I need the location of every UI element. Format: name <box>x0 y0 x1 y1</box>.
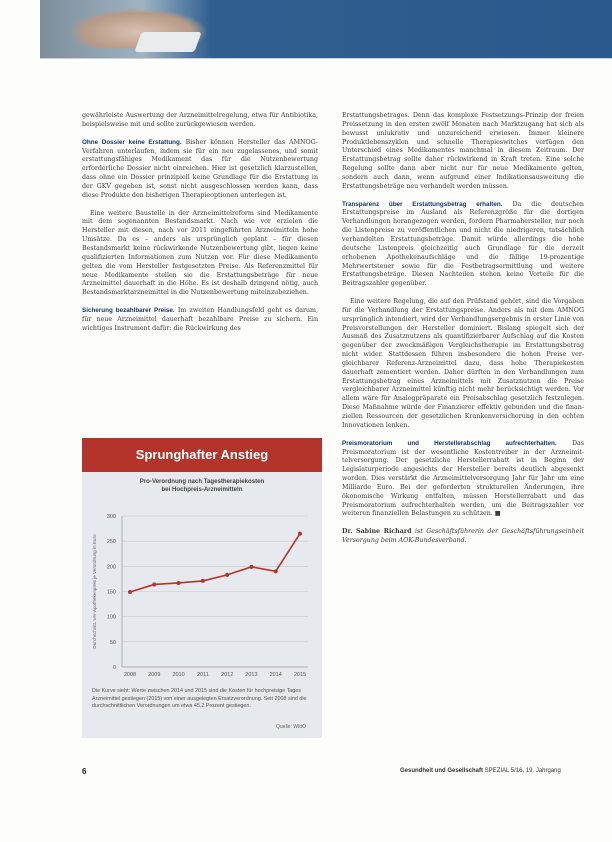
body-paragraph: Eine weitere Regelung, die auf den Prüfstand gehört, sind die Vorgaben für die Verhandlung der Erstattungspreise. Anders als mit dem AMNOG ursprünglich intendiert, wird der Verhandlungsergebnis in erster Linie von Preisvorstellungen der Hersteller dominiert. Bislang spiegelt sich der Ausmaß des Zusatznutzens als quantifizierbarer Aufschlag auf die Kosten gegenüber der zweckmäßigen Vergleichstherapie im Erstattungsbetrag nicht wider. Stattdessen führen insbesondere die hohen Preise vergleichbarer Referenz-Arzneimittel dazu, dass hohe Therapiekosten dauerhaft zementiert werden. Daher dürften in den Verhandlungen zum Erstattungsbetrag eines Arzneimittels mit Zusatznutzen die Preise vergleichbarer Arzneimittel künftig nicht mehr berücksichtigt werden. Vor allem wäre für Analogpräparate ein Preisabschlag gesetzlich festzulegen. Diese Maßnahme würde der Finanzierer effektiv gebunden und die finanziellen Ressourcen der gesetzlichen Krankenversicherung in den echten Innovationen lenken. <box>342 298 584 429</box>
line-chart <box>82 500 322 680</box>
x-tick-label: 2008 <box>123 672 137 678</box>
chart-source: Quelle: WIdO <box>276 724 307 730</box>
paragraph-text: Das Preismoratorium ist der wesentliche Kostentreiber in der Arzneimittelversorgung. Der gesetzliche Herstellerrabatt ist in Beginn der Legislaturperiode angesichts der Hersteller bereits deutlich abgesenkt worden. Dies verstärkt die Arzneimittelversorgung Jahr für Jahr um eine Milliarde Euro. Bei der geforderten strukturellen Änderungen, ihre ökonomische Wirkung entfalten, müssen Herstellerrabatt und das Preismoratorium aufrechterhalten werden, um die Beitragszahler vor weiteren finanziellen Belastungen zu schützen. ■ <box>342 439 584 518</box>
chart-subtitle-line-2: bei Hochpreis-Arzneimitteln <box>161 486 243 493</box>
y-tick-label: 50 <box>109 639 116 646</box>
body-paragraph: Erstattungsbetrages. Denn das komplexe Festsetzungs-Prinzip der freien Preissetzung in den ersten zwölf Monaten nach Marktzugang hat sich als bewusst unlukrativ und unzureichend erwiesen. Immer kleinere Produktlebenszyklen und schnelle Therapieswitches verfügen den Unterschied eines Medikamentes manchmal in diesem Zeitraum. Der Erstattungsbetrag sollte daher rückwirkend in Kraft treten. Eine solche Regelung sollte dann aber nicht nur für neue Medikamente gelten, sondern auch dann, wenn aufgrund einer Indikationsausweitung die Erstattungsbeträge neu verhandelt werden müssen. <box>342 112 584 190</box>
section-paragraph <box>342 201 584 289</box>
data-point <box>274 569 278 573</box>
data-point <box>128 590 132 594</box>
chart-header-title: Sprunghafter Anstieg <box>135 447 269 462</box>
section-heading: Ohne Dossier keine Erstattung. <box>82 138 182 146</box>
paragraph-text: Bisher können Hersteller das AMNOG-Verfahren unterlaufen, indem sie für ein neu zugelassenes, und somit erstattungsfähiges Medikament das für die Nutzenbewertung erforderliche Dossier nicht einreichen. Hier ist gesetzlich klarzustellen, dass ohne ein Dossier prinzipiell keine Grundlage für die Erstattung in der GKV gegeben ist, sonst nicht ausgeschlossen werden kann, dass diese Produkte den bisherigen Therapieoptionen unterlegen ist. <box>82 138 318 199</box>
left-column <box>82 112 318 334</box>
y-axis-label: Durchschnitt. Ver-Apothekenpreis je Verordnung in Euro <box>92 534 97 649</box>
data-point <box>225 573 229 577</box>
y-tick-label: 200 <box>106 564 116 571</box>
y-tick-label: 0 <box>112 665 116 671</box>
right-column <box>342 112 584 546</box>
data-point <box>201 579 205 583</box>
x-tick-label: 2010 <box>172 672 185 678</box>
paragraph-text: Im zweiten Handlungsfeld geht es darum, für neue Arzneimittel dauerhaft bezahlbare Preise zu sichern. Ein wichtiges Instrument dafür: die Rückwirkung des <box>82 307 318 332</box>
chart-header <box>82 438 322 472</box>
section-paragraph <box>342 440 584 520</box>
x-tick-label: 2012 <box>221 672 234 678</box>
publication-name: Gesundheit und Gesellschaft <box>400 768 484 774</box>
author-note <box>342 528 584 546</box>
header-photo <box>40 0 612 58</box>
x-tick-label: 2015 <box>293 672 307 678</box>
x-tick-label: 2014 <box>269 672 282 678</box>
divider <box>40 58 612 59</box>
data-point <box>249 565 253 569</box>
section-heading: Sicherung bezahlbarer Preise. <box>82 307 175 315</box>
y-tick-label: 300 <box>106 514 116 520</box>
section-paragraph <box>82 139 318 201</box>
y-tick-label: 250 <box>106 539 116 546</box>
cloth-image <box>134 32 201 52</box>
publication-edition: SPEZIAL 5/16, 19. Jahrgang <box>483 768 561 774</box>
x-tick-label: 2013 <box>245 672 258 678</box>
section-heading: Preismoratorium und Herstellerabschlag aufrechterhalten. <box>342 439 557 447</box>
data-point <box>298 532 302 536</box>
chart-caption: Die Kurve sieht: Werte zwischen 2014 und 2015 sind die Kosten für hochpreisige Tages Arzneimittel gestiegen (2015) von einer ausgelegten Ersatzverordnung. Seit 2008 sind die durchschnittlichen Verordnungen um etwa 45,2 Prozent gestiegen. <box>92 688 307 710</box>
footer-publication <box>400 768 561 774</box>
section-paragraph <box>82 307 318 334</box>
y-tick-label: 100 <box>106 614 116 621</box>
author-bio: ist Geschäftsführerin der Geschäftsführungseinheit Versorgung beim AOK-Bundesverband. <box>342 528 585 545</box>
body-paragraph: Eine weitere Baustelle in der Arzneimittelreform sind Medikamente mit dem sogenannten Bestandsmarkt. Nach wie vor erzielen die Hersteller mit diesen, nach vor 2011 eingeführten Arzneimitteln hohe Umsätze. Da es – anders als ursprünglich geplant – für diesen Bestandsmarkt keine rückwirkende Nutzenbewertung gibt, liegen keine qualifizierten Informationen zum Nutzen vor. Für diese Medikamente gelten die vom Hersteller festgesetzten Preise. Als Referenzmittel für neue Medikamente stellen sie die Erstattungsbeträge für neue Arzneimittel dauerhaft in die Höhe. Es ist deshalb dringend nötig, auch Bestandsmarktarzneimittel in die Nutzenbewertung miteinzubeziehen. <box>82 209 318 297</box>
author-name: Dr. Sabine Richard <box>342 528 412 536</box>
body-paragraph: gewährleiste Auswertung der Arzneimittelregelung, etwa für Antibiotika, beispielsweise mit und sollte zurückgewiesen werden. <box>82 112 318 128</box>
chart-subtitle <box>82 478 322 494</box>
data-point <box>177 581 181 585</box>
chart-subtitle-line-1: Pro-Verordnung nach Tagestherapiekosten <box>139 478 265 485</box>
x-tick-label: 2009 <box>148 672 161 678</box>
section-heading: Transparenz über Erstattungsbetrag erhalten. <box>342 200 503 208</box>
x-tick-label: 2011 <box>196 672 209 678</box>
y-tick-label: 150 <box>106 589 116 596</box>
data-point <box>152 582 156 586</box>
page-number: 6 <box>82 767 87 776</box>
paragraph-text: Da die deutschen Erstattungspreise im Ausland als Referenzgröße für die dortigen Verhandlungen herangezogen werden, fordern Pharmahersteller, nur noch die Listenpreise zu veröffentlichen und nicht die niedrigeren, tatsächlich verhandelten Erstattungsbeträge. Damit würde allerdings die hohe deutsche Listenpreis gleichzeitig auch Grundlage für die derzeit erhobenen Apothekenaufschläge und die fällige 19-prozentige Mehrwertsteuer sowie für die Festbetragsermittlung und weitere Erstattungsbeträge. Diesen Nachteilen stehen keine Vorteile für die Beitragszahler gegenüber. <box>342 200 584 288</box>
